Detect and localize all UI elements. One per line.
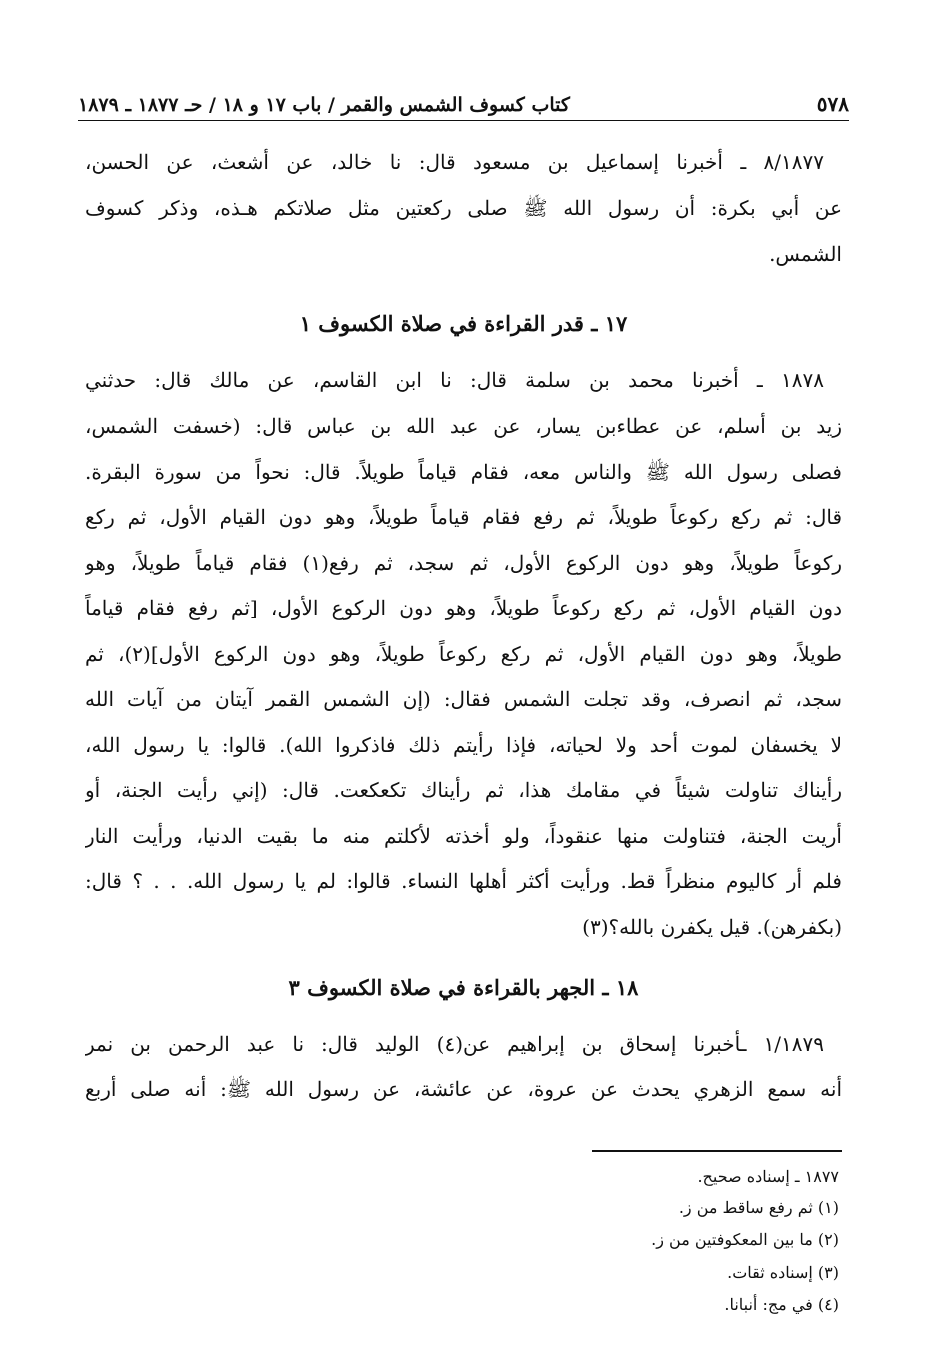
footnote: (٣) إسناده ثقات. xyxy=(727,1263,839,1282)
footnote-separator xyxy=(592,1150,842,1152)
hadith-1878-line: فلم أر كاليوم منظراً قط. ورأيت أكثر أهلها النساء. قالوا: لم يا رسول الله. . . ؟ قال: xyxy=(85,869,842,893)
hadith-1879-line: أنه سمع الزهري يحدث عن عروة، عن عائشة، عن رسول الله ﷺ: أنه صلى أربع xyxy=(85,1077,842,1101)
hadith-1878-line: دون القيام الأول، ثم ركع ركوعاً طويلاً، وهو دون الركوع الأول، [ثم رفع فقام قياماً xyxy=(85,596,842,620)
hadith-1878-line: لا يخسفان لموت أحد ولا لحياته، فإذا رأيتم ذلك فاذكروا الله). قالوا: يا رسول الله، xyxy=(85,733,842,757)
running-header xyxy=(78,86,849,121)
hadith-1878-line: ركوعاً طويلاً، وهو دون الركوع الأول، ثم سجد، ثم رفع(١) فقام قياماً طويلاً، وهو xyxy=(85,551,842,575)
hadith-1879-line: ١/١٨٧٩ ـأخبرنا إسحاق بن إبراهيم عن(٤) الوليد قال: نا عبد الرحمن بن نمر xyxy=(85,1032,825,1056)
section-heading-17: ١٧ ـ قدر القراءة في صلاة الكسوف ١ xyxy=(299,311,628,336)
header-title: كتاب كسوف الشمس والقمر / باب ١٧ و ١٨ / حـ ١٨٧٧ ـ ١٨٧٩ xyxy=(78,94,570,116)
hadith-1878-line: فصلى رسول الله ﷺ والناس معه، فقام قياماً طويلاً. قال: نحواً من سورة البقرة. xyxy=(85,460,842,484)
hadith-1877-line: الشمس. xyxy=(769,242,842,266)
section-heading-18: ١٨ ـ الجهر بالقراءة في صلاة الكسوف ٣ xyxy=(288,975,639,1000)
hadith-1878-line: زيد بن أسلم، عن عطاءبن يسار، عن عبد الله بن عباس قال: (خسفت الشمس، xyxy=(85,414,842,438)
footnote: (٤) في مج: أنبانا. xyxy=(724,1295,839,1314)
hadith-1877-line: عن أبي بكرة: أن رسول الله ﷺ صلى ركعتين مثل صلاتكم هـذه، وذكر كسوف xyxy=(85,196,842,220)
page-number: ٥٧٨ xyxy=(816,92,849,116)
footnote: (١) ثم رفع ساقط من ز. xyxy=(678,1198,839,1217)
footnote: ١٨٧٧ ـ إسناده صحيح. xyxy=(697,1167,839,1186)
hadith-1878-line: ١٨٧٨ ـ أخبرنا محمد بن سلمة قال: نا ابن القاسم، عن مالك قال: حدثني xyxy=(85,368,824,392)
hadith-1877-line: ٨/١٨٧٧ ـ أخبرنا إسماعيل بن مسعود قال: نا خالد، عن أشعث، عن الحسن، xyxy=(85,150,824,174)
hadith-1878-line: قال: ثم ركع ركوعاً طويلاً، ثم رفع فقام قياماً طويلاً، وهو دون القيام الأول، ثم ركع xyxy=(85,505,842,529)
hadith-1878-line: أريت الجنة، فتناولت منها عنقوداً، ولو أخذته لأكلتم منه ما بقيت الدنيا، ورأيت النار xyxy=(85,824,842,848)
hadith-1878-line: سجد، ثم انصرف، وقد تجلت الشمس فقال: (إن الشمس القمر آيتان من آيات الله xyxy=(85,687,842,711)
hadith-1878-line: طويلاً، وهو دون القيام الأول، ثم ركع ركوعاً طويلاً، وهو دون الركوع الأول](٢)، ثم xyxy=(85,642,842,666)
footnote: (٢) ما بين المعكوفتين من ز. xyxy=(651,1230,839,1249)
hadith-1878-line: رأيناك تناولت شيئاً في مقامك هذا، ثم رأيناك تكعكعت. قال: (إني رأيت الجنة، أو xyxy=(85,778,842,802)
hadith-1878-line: (بكفرهن). قيل يكفرن بالله؟(٣) xyxy=(582,915,842,939)
